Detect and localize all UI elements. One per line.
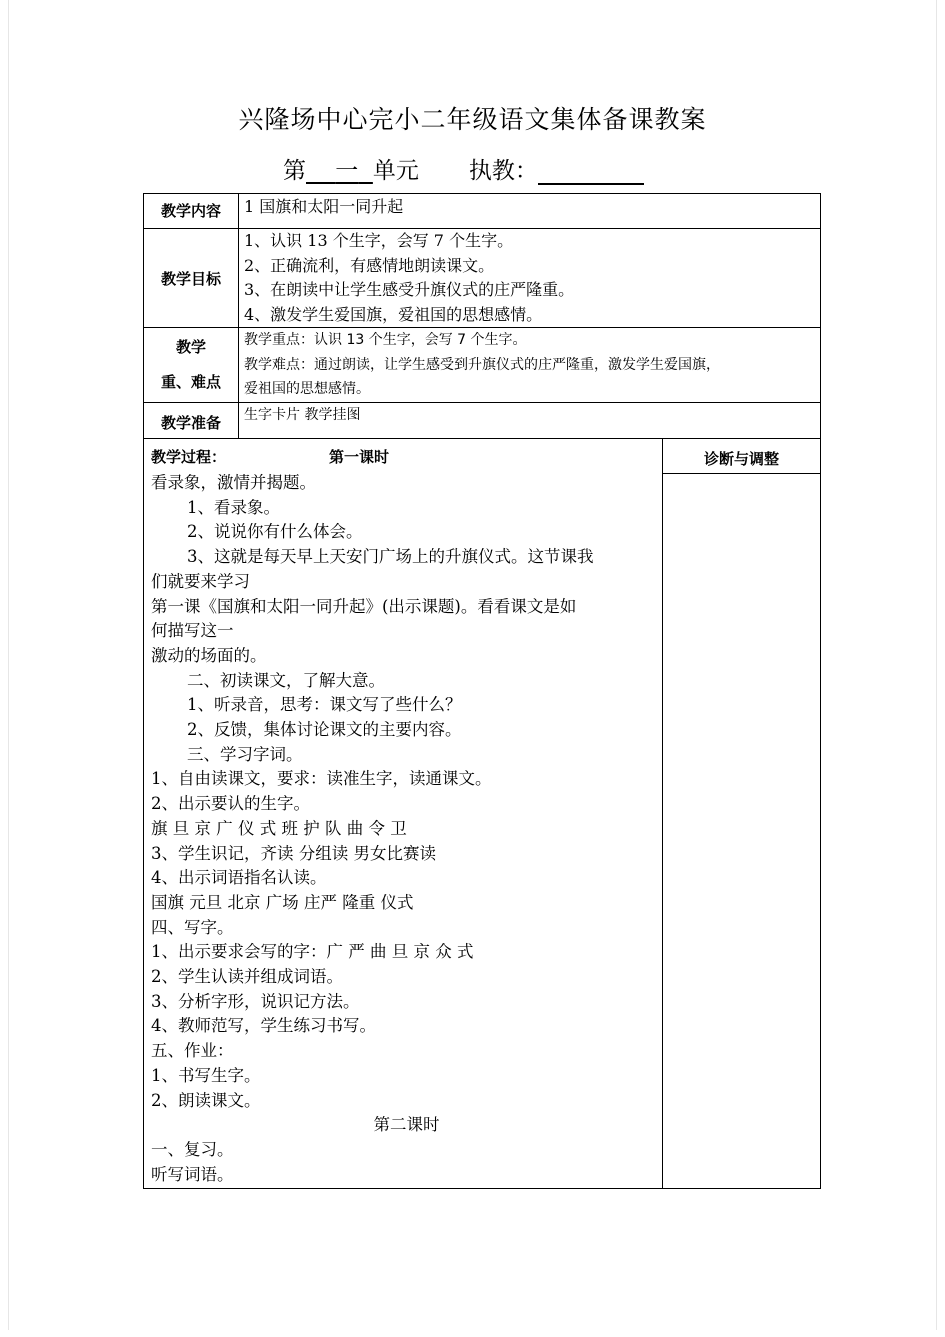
process-line: 五、作业： (151, 1041, 234, 1061)
process-line: 第一课《国旗和太阳一同升起》(出示课题)。看看课文是如 (151, 596, 577, 616)
goal-item: 3、在朗读中让学生感受升旗仪式的庄严隆重。 (244, 280, 575, 299)
goal-item: 2、正确流利，有感情地朗读课文。 (244, 255, 495, 275)
prep-label-cell (144, 403, 239, 439)
goals-cell (239, 229, 821, 328)
diagnosis-label: 诊断与调整 (663, 439, 820, 474)
unit-teacher-line (283, 152, 644, 185)
process-line: 看录象，激情并揭题。 (151, 473, 316, 492)
process-body (144, 471, 662, 1187)
lesson-one-label: 第一课时 (329, 448, 390, 466)
process-line: 四、写字。 (151, 917, 234, 937)
prep-cell (239, 403, 821, 439)
process-line: 1、听录音，思考：课文写了些什么？ (187, 695, 462, 715)
process-cell (144, 439, 663, 1189)
process-line: 2、说说你有什么体会。 (187, 522, 363, 542)
goals-label: 教学目标 (160, 269, 221, 288)
content-label-cell (144, 194, 239, 229)
process-header (144, 439, 662, 471)
content-value-cell (239, 194, 821, 229)
process-line: 何描写这一 (151, 621, 234, 641)
content-value: 1 国旗和太阳一同升起 (244, 197, 404, 216)
unit-prefix: 第 (283, 158, 306, 184)
focus-line: 爱祖国的思想感情。 (244, 381, 370, 397)
process-line: 一、复习。 (151, 1139, 234, 1159)
process-line: 二、初读课文，了解大意。 (187, 670, 385, 690)
process-line: 3、学生识记，齐读 分组读 男女比赛读 (151, 843, 436, 863)
goals-label-cell (144, 229, 239, 328)
process-line: 2、反馈，集体讨论课文的主要内容。 (187, 720, 462, 740)
process-line: 1、自由读课文，要求：读准生字，读通课文。 (151, 769, 492, 789)
prep-value: 生字卡片 教学挂图 (244, 407, 361, 423)
process-line: 2、学生认读并组成词语。 (151, 967, 343, 987)
focus-line: 教学难点：通过朗读，让学生感受到升旗仪式的庄严隆重，激发学生爱国旗， (244, 356, 720, 373)
process-line: 2、出示要认的生字。 (151, 794, 310, 814)
focus-label-line-1: 教学 (175, 338, 206, 356)
goal-item: 4、激发学生爱国旗，爱祖国的思想感情。 (244, 304, 543, 324)
process-line: 1、书写生字。 (151, 1065, 261, 1085)
process-line: 3、分析字形，说识记方法。 (151, 991, 360, 1011)
focus-label-line-2: 重、难点 (160, 373, 221, 391)
content-label: 教学内容 (160, 202, 221, 220)
process-line: 听写词语。 (151, 1164, 234, 1184)
process-line: 1、看录象。 (187, 497, 280, 517)
process-line: 激动的场面的。 (151, 645, 267, 665)
process-line: 3、这就是每天早上天安门广场上的升旗仪式。这节课我 (187, 547, 594, 567)
process-line: 4、教师范写，学生练习书写。 (151, 1016, 376, 1036)
process-line: 国旗 元旦 北京 广场 庄严 隆重 仪式 (151, 892, 414, 912)
lesson-plan-table (143, 193, 821, 1189)
process-line: 第二课时 (373, 1115, 440, 1135)
process-line: 三、学习字词。 (187, 744, 303, 764)
goal-item: 1、认识 13 个生字，会写 7 个生字。 (244, 231, 514, 250)
teacher-signature-line (538, 158, 644, 185)
diagnosis-cell (663, 439, 821, 1189)
focus-line: 教学重点：认识 13 个生字，会写 7 个生字。 (244, 332, 527, 348)
process-line: 们就要来学习 (151, 571, 250, 591)
process-line: 旗 旦 京 广 仪 式 班 护 队 曲 令 卫 (151, 818, 407, 838)
prep-label: 教学准备 (160, 414, 221, 432)
process-label: 教学过程： (151, 448, 227, 466)
process-line: 2、朗读课文。 (151, 1090, 261, 1110)
unit-number: 一 (335, 158, 359, 184)
focus-label-cell (144, 328, 239, 403)
process-line: 1、出示要求会写的字：广 严 曲 旦 京 众 式 (151, 942, 474, 962)
process-line: 4、出示词语指名认读。 (151, 868, 327, 888)
document-title: 兴隆场中心完小二年级语文集体备课教案 (238, 105, 707, 134)
teacher-label: 执教： (468, 158, 538, 184)
unit-suffix: 单元 (372, 158, 419, 184)
focus-cell (239, 328, 821, 403)
